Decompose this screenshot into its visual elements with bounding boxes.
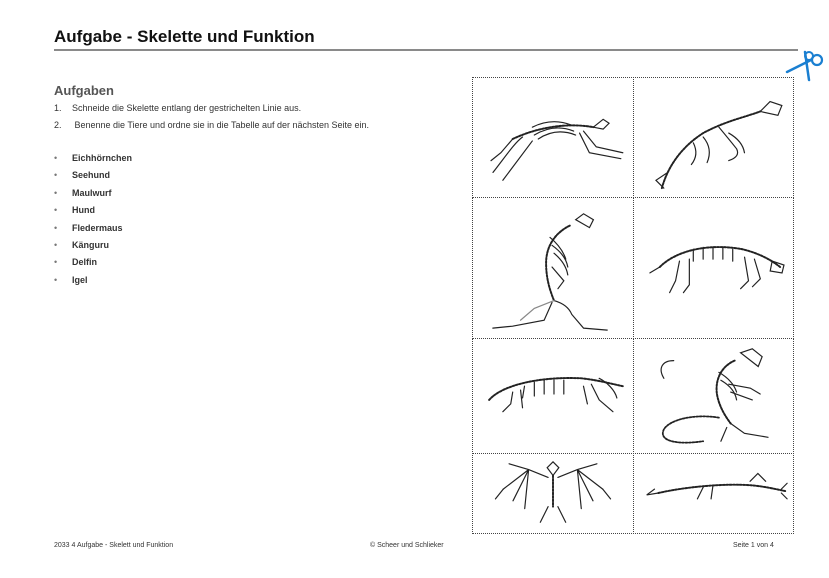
animal-item: • Delfin	[54, 257, 98, 268]
header-rule	[54, 49, 798, 51]
bullet-icon: •	[54, 153, 58, 163]
squirrel-skeleton-icon	[634, 339, 793, 453]
bullet-icon: •	[54, 257, 58, 268]
instruction-item: 1. Schneide die Skelette entlang der gestrichelten Linie aus.	[54, 103, 302, 113]
task-heading: Aufgaben	[54, 83, 114, 98]
skeleton-card-grid	[472, 77, 794, 534]
bullet-icon: •	[54, 187, 58, 198]
mole-skeleton-icon	[473, 339, 633, 453]
hedgehog-skeleton-icon	[634, 198, 793, 338]
skeleton-card[interactable]	[472, 197, 634, 339]
animal-item: • Eichhörnchen	[54, 153, 133, 163]
animal-item: • Fledermaus	[54, 222, 123, 233]
bullet-icon: •	[54, 274, 58, 285]
animal-item: • Känguru	[54, 239, 109, 250]
bullet-icon: •	[54, 205, 58, 216]
bullet-icon: •	[54, 170, 58, 181]
kangaroo-skeleton-icon	[473, 198, 633, 338]
skeleton-card[interactable]	[472, 453, 634, 534]
seal-skeleton-icon	[634, 78, 793, 197]
skeleton-card[interactable]	[472, 338, 634, 454]
skeleton-card[interactable]	[633, 77, 794, 198]
skeleton-card[interactable]	[472, 77, 634, 198]
animal-list	[54, 152, 132, 291]
running-dog-skeleton-icon	[473, 78, 633, 197]
animal-item: • Igel	[54, 274, 88, 285]
skeleton-card[interactable]	[633, 453, 794, 534]
animal-item: • Maulwurf	[54, 187, 112, 198]
footer-copyright: © Scheer und Schlieker	[370, 542, 444, 549]
footer-left-text: 2033 4 Aufgabe - Skelett und Funktion	[54, 542, 174, 549]
footer-page-number: Seite 1 von 4	[733, 542, 774, 549]
bullet-icon: •	[54, 239, 58, 250]
bat-skeleton-icon	[473, 454, 633, 533]
page-title: Aufgabe - Skelette und Funktion	[54, 27, 315, 46]
animal-item: • Seehund	[54, 170, 111, 181]
dolphin-skeleton-icon	[634, 454, 793, 533]
instruction-item: 2. Benenne die Tiere und ordne sie in die Tabelle auf der nächsten Seite ein.	[54, 120, 370, 130]
skeleton-card[interactable]	[633, 338, 794, 454]
skeleton-card[interactable]	[633, 197, 794, 339]
animal-item: • Hund	[54, 205, 95, 216]
bullet-icon: •	[54, 222, 58, 233]
instruction-list	[54, 102, 369, 136]
